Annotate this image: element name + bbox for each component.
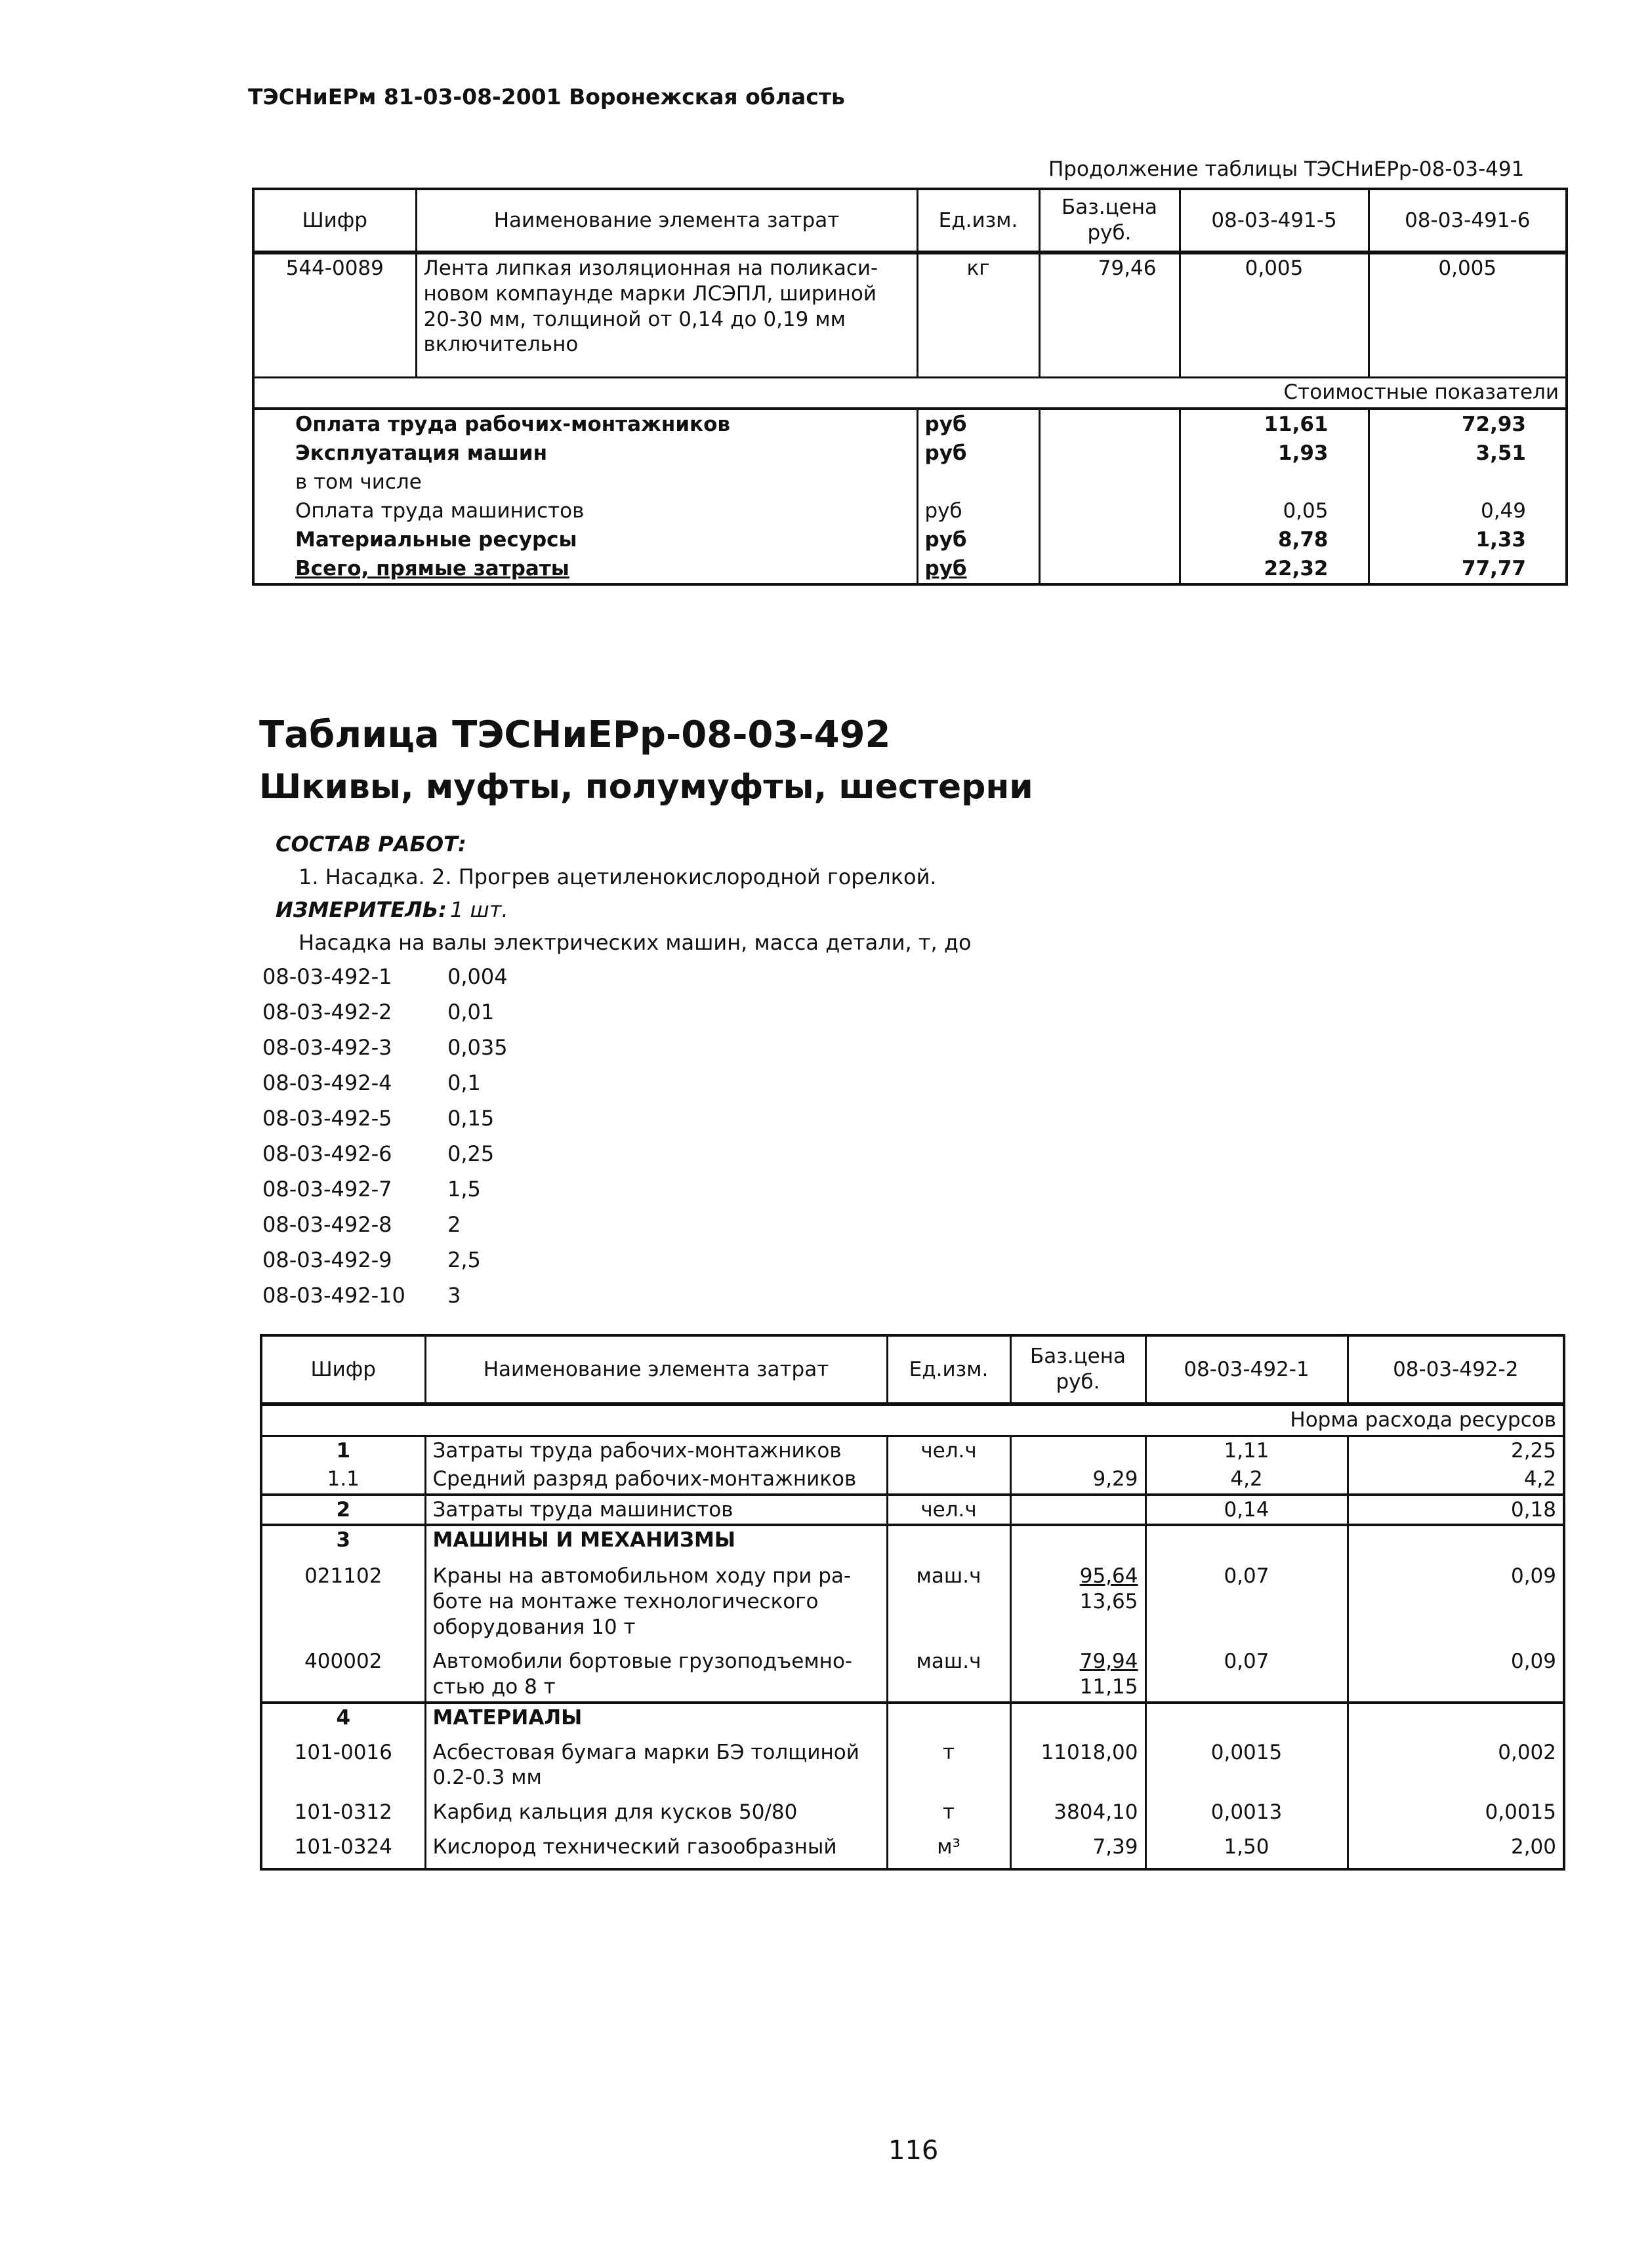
row-value-2: 0,005 — [1438, 256, 1497, 280]
summary-name: Оплата труда рабочих-монтажников — [253, 409, 917, 439]
norm-row — [261, 1404, 1564, 1436]
row-value-1 — [1145, 1525, 1348, 1554]
list-item — [262, 1030, 508, 1065]
code: 08-03-492-5 — [262, 1106, 392, 1131]
list-item — [262, 1101, 508, 1136]
meter-value: 1 шт. — [450, 897, 508, 922]
row-name: Краны на автомобильном ходу при ра-боте на монтаже технологического оборудования 10 т — [425, 1554, 887, 1641]
summary-row — [253, 468, 1567, 496]
page-number: 116 — [888, 2136, 939, 2166]
row-price — [1010, 1641, 1145, 1703]
row-code: 1 — [261, 1436, 425, 1465]
header-price: Баз.цена руб. — [1010, 1335, 1145, 1404]
row-price — [1010, 1554, 1145, 1641]
row-name: Карбид кальция для кусков 50/80 — [425, 1792, 887, 1827]
code-value: 3 — [447, 1283, 461, 1308]
table-header-row — [253, 189, 1567, 253]
row-unit: м³ — [887, 1827, 1010, 1869]
summary-value-1 — [1180, 468, 1369, 496]
row-unit — [887, 1703, 1010, 1732]
summary-value-2: 72,93 — [1461, 413, 1526, 436]
row-code: 101-0016 — [261, 1732, 425, 1792]
header-code: Шифр — [253, 189, 416, 253]
code: 08-03-492-4 — [262, 1070, 392, 1095]
summary-value-1: 1,93 — [1180, 439, 1369, 468]
header-name: Наименование элемента затрат — [416, 189, 917, 253]
code-value: 0,15 — [447, 1106, 495, 1131]
row-value-2 — [1348, 1525, 1564, 1554]
table-row — [261, 1641, 1564, 1703]
code-value: 0,1 — [447, 1070, 481, 1095]
norm-label: Норма расхода ресурсов — [261, 1404, 1564, 1436]
row-unit — [887, 1525, 1010, 1554]
table-row — [261, 1436, 1564, 1465]
row-price-main: 95,64 — [1079, 1564, 1138, 1588]
summary-price — [1039, 409, 1180, 439]
summary-unit: руб — [917, 525, 1039, 554]
row-value-2: 0,09 — [1510, 1564, 1556, 1588]
row-name: Затраты труда рабочих-монтажников — [425, 1436, 887, 1465]
table-row — [261, 1792, 1564, 1827]
section-title: Таблица ТЭСНиЕРр-08-03-492 — [259, 714, 891, 756]
list-item — [262, 1136, 508, 1171]
header-price: Баз.цена руб. — [1039, 189, 1180, 253]
summary-value-2 — [1369, 468, 1567, 496]
row-value-1: 0,005 — [1180, 253, 1369, 378]
row-code: 101-0324 — [261, 1827, 425, 1869]
code: 08-03-492-2 — [262, 1000, 392, 1024]
cost-indicators-label: Стоимостные показатели — [253, 378, 1567, 409]
row-price-main: 79,94 — [1079, 1650, 1138, 1674]
summary-value-1: 0,05 — [1180, 496, 1369, 525]
row-code: 544-0089 — [253, 253, 416, 378]
table-row — [261, 1732, 1564, 1792]
row-value-1: 0,14 — [1145, 1495, 1348, 1526]
row-value-2: 2,00 — [1510, 1834, 1556, 1859]
row-unit — [887, 1465, 1010, 1495]
header-code: Шифр — [261, 1335, 425, 1404]
row-value-1 — [1145, 1703, 1348, 1732]
header-unit: Ед.изм. — [917, 189, 1039, 253]
row-price: 7,39 — [1010, 1827, 1145, 1869]
works-label: СОСТАВ РАБОТ: — [276, 832, 466, 857]
summary-value-1: 8,78 — [1180, 525, 1369, 554]
row-name: МАТЕРИАЛЫ — [425, 1703, 887, 1732]
row-unit: т — [887, 1732, 1010, 1792]
code-value: 0,004 — [447, 964, 508, 989]
row-price — [1010, 1703, 1145, 1732]
header-col2: 08-03-492-2 — [1348, 1335, 1564, 1404]
row-unit: маш.ч — [887, 1641, 1010, 1703]
code: 08-03-492-3 — [262, 1035, 392, 1060]
summary-price — [1039, 468, 1180, 496]
row-value-1: 1,11 — [1145, 1436, 1348, 1465]
summary-name: Эксплуатация машин — [253, 439, 917, 468]
summary-unit: руб — [917, 439, 1039, 468]
section-intro: Насадка на валы электрических машин, масса детали, т, до — [299, 930, 972, 955]
list-item — [262, 959, 508, 994]
row-value-2: 0,002 — [1498, 1740, 1556, 1764]
cost-indicators-row — [253, 378, 1567, 409]
summary-value-1: 22,32 — [1180, 554, 1369, 584]
row-name: Асбестовая бумага марки БЭ толщиной 0.2-0.3 мм — [425, 1732, 887, 1792]
table-row — [261, 1495, 1564, 1526]
row-name: МАШИНЫ И МЕХАНИЗМЫ — [425, 1525, 887, 1554]
row-value-2: 0,0015 — [1485, 1800, 1556, 1824]
summary-value-2: 77,77 — [1461, 557, 1526, 580]
code: 08-03-492-9 — [262, 1247, 392, 1272]
list-item — [262, 1242, 508, 1278]
code: 08-03-492-6 — [262, 1141, 392, 1166]
row-unit: кг — [917, 253, 1039, 378]
table-row — [261, 1525, 1564, 1554]
summary-name: Материальные ресурсы — [253, 525, 917, 554]
row-value-1: 1,50 — [1145, 1827, 1348, 1869]
list-item — [262, 1278, 508, 1313]
summary-row — [253, 409, 1567, 439]
summary-row — [253, 554, 1567, 584]
meter-line — [276, 897, 508, 922]
row-value-1: 0,07 — [1145, 1554, 1348, 1641]
summary-row — [253, 525, 1567, 554]
table-row — [261, 1827, 1564, 1869]
row-price: 3804,10 — [1010, 1792, 1145, 1827]
summary-row — [253, 439, 1567, 468]
row-value-2 — [1348, 1703, 1564, 1732]
document-header: ТЭСНиЕРм 81-03-08-2001 Воронежская область — [248, 84, 845, 110]
table-row — [261, 1703, 1564, 1732]
row-price-secondary: 11,15 — [1079, 1675, 1138, 1699]
resource-table-492 — [260, 1334, 1565, 1871]
row-price: 11018,00 — [1010, 1732, 1145, 1792]
summary-value-2: 3,51 — [1475, 441, 1526, 465]
row-value-2: 4,2 — [1523, 1467, 1556, 1491]
code-list — [262, 959, 508, 1313]
summary-row — [253, 496, 1567, 525]
code-value: 1,5 — [447, 1177, 481, 1202]
row-value-2: 0,18 — [1348, 1495, 1564, 1526]
row-price — [1010, 1495, 1145, 1526]
row-price — [1010, 1525, 1145, 1554]
row-code: 1.1 — [261, 1465, 425, 1495]
code-value: 0,01 — [447, 1000, 495, 1024]
list-item — [262, 994, 508, 1030]
row-value-1: 0,0013 — [1145, 1792, 1348, 1827]
row-name: Кислород технический газообразный — [425, 1827, 887, 1869]
code: 08-03-492-1 — [262, 964, 392, 989]
row-unit: чел.ч — [887, 1436, 1010, 1465]
summary-name: Всего, прямые затраты — [253, 554, 917, 584]
header-col1: 08-03-492-1 — [1145, 1335, 1348, 1404]
summary-price — [1039, 554, 1180, 584]
row-code: 3 — [261, 1525, 425, 1554]
header-unit: Ед.изм. — [887, 1335, 1010, 1404]
code: 08-03-492-10 — [262, 1283, 405, 1308]
code: 08-03-492-8 — [262, 1212, 392, 1237]
summary-unit: руб — [917, 496, 1039, 525]
row-code: 400002 — [261, 1641, 425, 1703]
summary-price — [1039, 496, 1180, 525]
summary-value-2: 1,33 — [1475, 528, 1526, 552]
section-subtitle: Шкивы, муфты, полумуфты, шестерни — [259, 767, 1033, 807]
summary-name: Оплата труда машинистов — [253, 496, 917, 525]
summary-price — [1039, 525, 1180, 554]
row-price — [1010, 1436, 1145, 1465]
meter-label: ИЗМЕРИТЕЛЬ: — [276, 897, 447, 922]
resource-table-491 — [252, 188, 1568, 586]
row-unit: т — [887, 1792, 1010, 1827]
summary-unit: руб — [917, 409, 1039, 439]
row-code: 2 — [261, 1495, 425, 1526]
summary-value-2: 0,49 — [1480, 499, 1526, 523]
row-value-1: 0,0015 — [1145, 1732, 1348, 1792]
table-row — [261, 1554, 1564, 1641]
header-col2: 08-03-491-6 — [1369, 189, 1567, 253]
row-name: Лента липкая изоляционная на поликаси-новом компаунде марки ЛСЭПЛ, шириной 20-30 мм, толщиной от 0,14 до 0,19 мм включительно — [416, 253, 917, 378]
row-code: 4 — [261, 1703, 425, 1732]
row-value-2: 0,09 — [1510, 1650, 1556, 1674]
table-row — [261, 1465, 1564, 1495]
code-value: 2,5 — [447, 1247, 481, 1272]
summary-name: в том числе — [253, 468, 917, 496]
list-item — [262, 1171, 508, 1207]
row-price: 79,46 — [1039, 253, 1180, 378]
row-unit: чел.ч — [887, 1495, 1010, 1526]
row-name: Средний разряд рабочих-монтажников — [425, 1465, 887, 1495]
row-unit: маш.ч — [887, 1554, 1010, 1641]
row-value-2: 2,25 — [1510, 1439, 1556, 1463]
table-row — [253, 253, 1567, 378]
row-code: 021102 — [261, 1554, 425, 1641]
list-item — [262, 1065, 508, 1101]
code-value: 0,035 — [447, 1035, 508, 1060]
row-price: 9,29 — [1010, 1465, 1145, 1495]
row-name: Затраты труда машинистов — [425, 1495, 887, 1526]
row-value-1: 0,07 — [1145, 1641, 1348, 1703]
code-value: 2 — [447, 1212, 461, 1237]
code: 08-03-492-7 — [262, 1177, 392, 1202]
summary-unit — [917, 468, 1039, 496]
row-price-secondary: 13,65 — [1079, 1589, 1138, 1613]
row-value-1: 4,2 — [1145, 1465, 1348, 1495]
header-name: Наименование элемента затрат — [425, 1335, 887, 1404]
row-code: 101-0312 — [261, 1792, 425, 1827]
row-name: Автомобили бортовые грузоподъемно-стью до 8 т — [425, 1641, 887, 1703]
summary-price — [1039, 439, 1180, 468]
header-col1: 08-03-491-5 — [1180, 189, 1369, 253]
summary-value-1: 11,61 — [1180, 409, 1369, 439]
list-item — [262, 1207, 508, 1242]
works-text: 1. Насадка. 2. Прогрев ацетиленокислородной горелкой. — [299, 864, 937, 889]
summary-unit: руб — [917, 554, 1039, 584]
table-header-row — [261, 1335, 1564, 1404]
code-value: 0,25 — [447, 1141, 495, 1166]
table-continuation-caption: Продолжение таблицы ТЭСНиЕРр-08-03-491 — [1048, 157, 1525, 181]
